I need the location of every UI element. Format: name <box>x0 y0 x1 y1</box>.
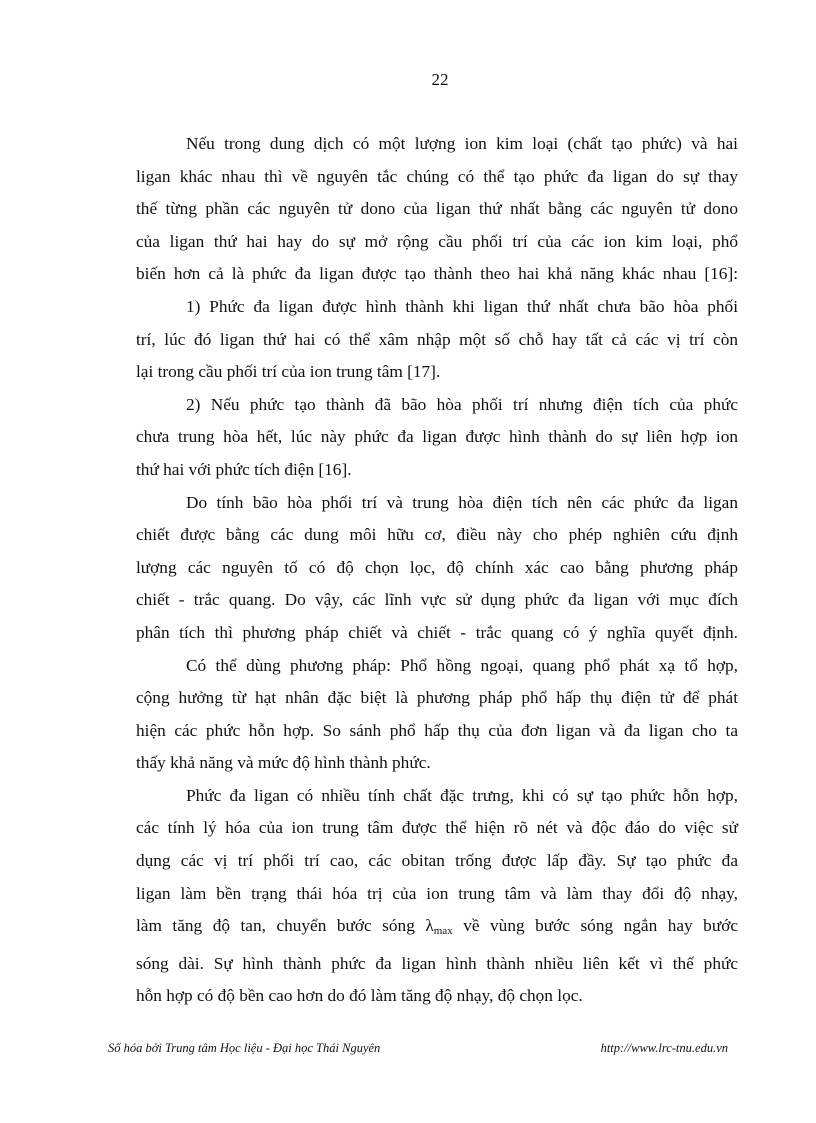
document-body <box>136 128 738 1013</box>
lambda-line <box>136 910 738 948</box>
text-line: ligan làm bền trạng thái hóa trị của ion trung tâm và làm thay đổi độ nhạy, <box>136 883 738 903</box>
text-line: thấy khả năng và mức độ hình thành phức. <box>136 753 431 773</box>
lambda-subscript: max <box>433 925 453 938</box>
text-line: 1) Phức đa ligan được hình thành khi ligan thứ nhất chưa bão hòa phối <box>186 296 738 316</box>
text-line: Nếu trong dung dịch có một lượng ion kim loại (chất tạo phức) và hai <box>186 134 738 153</box>
text-line: thứ hai với phức tích điện [16]. <box>136 459 352 479</box>
text-fragment: làm tăng độ tan, chuyển bước sóng <box>136 916 426 936</box>
footer-source: Số hóa bởi Trung tâm Học liệu - Đại học Thái Nguyên <box>108 1041 381 1055</box>
text-line: chưa trung hòa hết, lúc này phức đa ligan được hình thành do sự liên hợp ion <box>136 427 738 447</box>
footer-url[interactable]: http://www.lrc-tnu.edu.vn <box>600 1041 728 1055</box>
paragraph-3 <box>136 389 738 487</box>
paragraph-5 <box>136 650 738 780</box>
text-line: trí, lúc đó ligan thứ hai có thể xâm nhập một số chỗ hay tất cả các vị trí còn <box>136 329 738 349</box>
text-line: dụng các vị trí phối trí cao, các obitan trống được lấp đầy. Sự tạo phức đa <box>136 851 738 871</box>
text-line: Do tính bão hòa phối trí và trung hòa điện tích nên các phức đa ligan <box>186 492 738 512</box>
text-line: sóng dài. Sự hình thành phức đa ligan hình thành nhiều liên kết vì thế phức <box>136 953 738 973</box>
text-line: các tính lý hóa của ion trung tâm được thể hiện rõ nét và độc đáo do việc sử <box>136 818 738 838</box>
paragraph-4 <box>136 487 738 650</box>
text-line: chiết - trắc quang. Do vậy, các lĩnh vực sử dụng phức đa ligan với mục đích <box>136 590 738 610</box>
text-line: biến hơn cả là phức đa ligan được tạo thành theo hai khả năng khác nhau [16]: <box>136 264 738 284</box>
text-line: hỗn hợp có độ bền cao hơn do đó làm tăng độ nhạy, độ chọn lọc. <box>136 986 583 1006</box>
paragraph-1 <box>136 128 738 291</box>
text-line: phân tích thì phương pháp chiết và chiết - trắc quang có ý nghĩa quyết định. <box>136 622 738 642</box>
text-fragment: về vùng bước sóng ngắn hay bước <box>452 916 739 936</box>
text-line: thế từng phần các nguyên tử dono của ligan thứ nhất bằng các nguyên tử dono <box>136 199 738 219</box>
text-line: lượng các nguyên tố có độ chọn lọc, độ chính xác cao bằng phương pháp <box>136 557 738 577</box>
text-line: ligan khác nhau thì về nguyên tắc chúng có thể tạo phức đa ligan do sự thay <box>136 166 738 186</box>
text-line: cộng hưởng từ hạt nhân đặc biệt là phương pháp phổ hấp thụ điện tử để phát <box>136 688 738 708</box>
text-line: Có thể dùng phương pháp: Phổ hồng ngoại, quang phổ phát xạ tổ hợp, <box>186 655 738 675</box>
paragraph-2 <box>136 291 738 389</box>
text-line: Phức đa ligan có nhiều tính chất đặc trưng, khi có sự tạo phức hỗn hợp, <box>186 785 738 805</box>
text-line: 2) Nếu phức tạo thành đã bão hòa phối trí nhưng điện tích của phức <box>186 394 738 414</box>
paragraph-6 <box>136 780 738 1013</box>
text-line: chiết được bằng các dung môi hữu cơ, điều này cho phép nghiên cứu định <box>136 525 738 545</box>
lambda-symbol: λ <box>425 916 434 936</box>
text-line: lại trong cầu phối trí của ion trung tâm [17]. <box>136 362 441 382</box>
page-number: 22 <box>431 70 449 89</box>
text-line: của ligan thứ hai hay do sự mở rộng cầu phối trí của các ion kim loại, phổ <box>136 231 738 251</box>
text-line: hiện các phức hỗn hợp. So sánh phổ hấp thụ của đơn ligan và đa ligan cho ta <box>136 720 738 740</box>
